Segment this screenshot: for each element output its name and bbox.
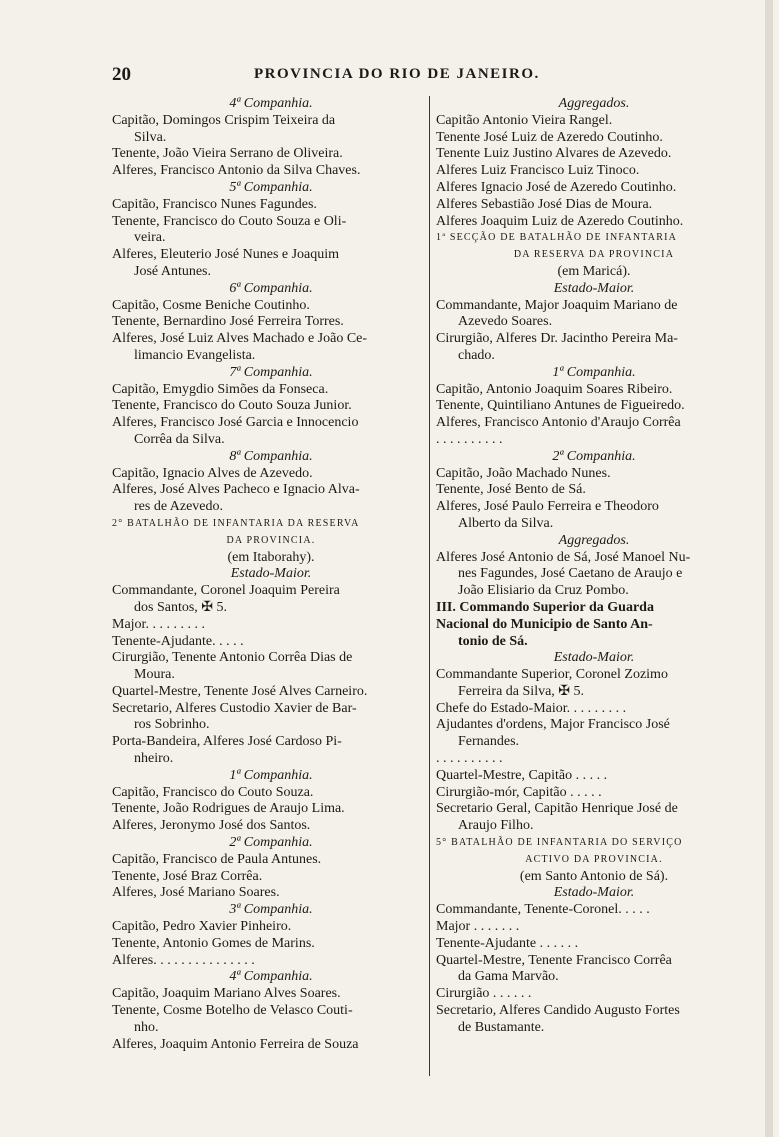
text-line: Azevedo Soares. [458,314,553,330]
text-line: Tenente, Francisco do Couto Souza Junior. [112,398,352,414]
text-line: Alferes, Francisco Antonio d'Araujo Corrêa [436,415,681,431]
text-line: Estado-Maior. [553,885,635,901]
text-line: Alferes, José Alves Pacheco e Ignacio Alva- [112,482,360,498]
text-line: Tenente, João Rodrigues de Araujo Lima. [112,801,345,817]
page-title: PROVINCIA DO RIO DE JANEIRO. [254,66,540,82]
text-line: 5ª Companhia. [229,179,313,195]
text-line: Alberto da Silva. [458,515,554,531]
text-line: Alferes Luiz Francisco Luiz Tinoco. [436,163,640,179]
text-line: DA PROVINCIA. [226,534,316,546]
text-line: ros Sobrinho. [134,717,210,733]
text-line: Estado-Maior. [230,566,312,582]
text-line: veira. [134,230,166,246]
text-line: Capitão, Pedro Xavier Pinheiro. [112,919,292,935]
text-line: . . . . . . . . . . [436,751,503,767]
text-line: Quartel-Mestre, Capitão . . . . . [436,767,608,783]
text-line: DA RESERVA DA PROVINCIA [513,249,675,261]
text-line: Estado-Maior. [553,650,635,666]
text-line: res de Azevedo. [134,499,224,515]
text-line: Alferes. . . . . . . . . . . . . . . [112,952,255,968]
text-line: Aggregados. [558,532,630,548]
text-line: Tenente-Ajudante . . . . . . [436,935,579,951]
text-line: Silva. [134,129,167,145]
text-line: Tenente, Quintiliano Antunes de Figueiredo. [436,398,685,414]
page-header [112,64,632,86]
text-line: III. Commando Superior da Guarda [436,599,654,615]
text-line: Alferes, Francisco José Garcia e Innocencio [112,415,359,431]
text-line: 1ª Companhia. [552,364,636,380]
text-line: Quartel-Mestre, Tenente José Alves Carneiro. [112,683,368,699]
text-line: Alferes, José Paulo Ferreira e Theodoro [436,499,659,515]
text-line: 4ª Companhia. [229,969,313,985]
text-line: Capitão, Antonio Joaquim Soares Ribeiro. [436,381,673,397]
text-line: limancio Evangelista. [134,347,256,363]
text-line: Tenente, Bernardino José Ferreira Torres. [112,314,344,330]
text-line: Capitão, João Machado Nunes. [436,465,611,481]
text-line: nho. [134,1019,159,1035]
text-line: tonio de Sá. [458,633,528,649]
text-line: Commandante, Coronel Joaquim Pereira [112,583,340,599]
text-line: Alferes José Antonio de Sá, José Manoel Nu- [436,549,691,565]
left-column [112,96,430,1053]
text-line: Tenente, José Braz Corrêa. [112,868,263,884]
text-line: 1ª Companhia. [229,767,313,783]
text-line: 4ª Companhia. [229,96,313,111]
text-line: Cirurgião . . . . . . [436,986,532,1002]
text-line: Tenente-Ajudante. . . . . [112,633,244,649]
text-line: Corrêa da Silva. [134,431,225,447]
text-line: Moura. [134,667,175,683]
text-line: nheiro. [134,751,174,767]
text-line: Secretario, Alferes Custodio Xavier de Bar- [112,700,357,716]
text-line: ACTIVO DA PROVINCIA. [525,853,663,865]
text-line: Secretario, Alferes Candido Augusto Fortes [436,1003,680,1019]
text-line: Aggregados. [558,96,630,111]
text-line: Tenente, Francisco do Couto Souza e Oli- [112,213,347,229]
text-line: Tenente, Antonio Gomes de Marins. [112,935,315,951]
text-line: (em Maricá). [557,263,631,279]
text-line: 2° BATALHÃO DE INFANTARIA DA RESERVA [112,517,360,529]
text-line: Alferes, Francisco Antonio da Silva Chaves. [112,163,361,179]
text-line: José Antunes. [134,263,211,279]
text-line: 7ª Companhia. [229,364,313,380]
text-line: Capitão, Emygdio Simões da Fonseca. [112,381,329,397]
text-line: Alferes Joaquim Luiz de Azeredo Coutinho. [436,213,684,229]
text-line: Capitão, Francisco do Couto Souza. [112,784,314,800]
text-line: Estado-Maior. [553,280,635,296]
text-line: nes Fagundes, José Caetano de Araujo e [458,566,683,582]
text-line: Commandante Superior, Coronel Zozimo [436,667,668,683]
text-line: Cirurgião, Alferes Dr. Jacintho Pereira Ma- [436,331,678,347]
text-line: Quartel-Mestre, Tenente Francisco Corrêa [436,952,672,968]
text-line: 1ª SECÇÃO DE BATALHÃO DE INFANTARIA [436,232,678,244]
text-line: Alferes, Joaquim Antonio Ferreira de Souza [112,1036,359,1052]
text-line: (em Itaborahy). [227,549,315,565]
text-line: Capitão Antonio Vieira Rangel. [436,112,613,128]
text-line: Tenente José Luiz de Azeredo Coutinho. [436,129,663,145]
text-line: Alferes, Eleuterio José Nunes e Joaquim [112,247,340,263]
text-line: Cirurgião-mór, Capitão . . . . . [436,784,602,800]
page-number: 20 [112,64,131,85]
text-line: Capitão, Francisco de Paula Antunes. [112,851,322,867]
text-line: chado. [458,347,495,363]
text-line: 5° BATALHÃO DE INFANTARIA DO SERVIÇO [436,837,683,849]
text-line: Tenente, José Bento de Sá. [436,482,586,498]
text-line: 2ª Companhia. [229,835,313,851]
text-line: João Elisiario da Cruz Pombo. [458,583,629,599]
text-line: Nacional do Municipio de Santo An- [436,616,653,632]
text-line: Araujo Filho. [458,818,534,834]
text-line: Secretario Geral, Capitão Henrique José de [436,801,678,817]
text-line: Capitão, Francisco Nunes Fagundes. [112,196,317,212]
text-line: Commandante, Tenente-Coronel. . . . . [436,902,650,918]
text-line: Capitão, Cosme Beniche Coutinho. [112,297,310,313]
text-line: 3ª Companhia. [229,902,313,918]
page-edge-shadow [765,0,773,1137]
text-line: Alferes Sebastião José Dias de Moura. [436,196,653,212]
text-line: Cirurgião, Tenente Antonio Corrêa Dias de [112,650,353,666]
text-line: 2ª Companhia. [552,448,636,464]
text-line: Capitão, Domingos Crispim Teixeira da [112,112,336,128]
text-line: Tenente Luiz Justino Alvares de Azevedo. [436,146,672,162]
text-line: Ajudantes d'ordens, Major Francisco José [436,717,670,733]
text-line: 6ª Companhia. [229,280,313,296]
text-line: dos Santos, ✠ 5. [134,599,228,615]
right-column [436,96,752,1037]
text-line: . . . . . . . . . . [436,431,503,447]
text-line: Tenente, Cosme Botelho de Velasco Couti- [112,1003,353,1019]
text-line: Alferes, José Luiz Alves Machado e João Ce- [112,331,368,347]
text-line: Tenente, João Vieira Serrano de Oliveira. [112,146,343,162]
text-line: Major . . . . . . . [436,919,520,935]
text-line: Alferes, Jeronymo José dos Santos. [112,818,311,834]
text-line: Commandante, Major Joaquim Mariano de [436,297,678,313]
text-line: Fernandes. [458,734,520,750]
text-line: de Bustamante. [458,1019,545,1035]
text-line: Alferes Ignacio José de Azeredo Coutinho. [436,179,677,195]
text-line: Porta-Bandeira, Alferes José Cardoso Pi- [112,734,342,750]
text-line: Major. . . . . . . . . [112,616,205,632]
text-line: Chefe do Estado-Maior. . . . . . . . . [436,700,627,716]
text-line: Ferreira da Silva, ✠ 5. [458,683,585,699]
text-line: Capitão, Joaquim Mariano Alves Soares. [112,986,341,1002]
text-line: (em Santo Antonio de Sá). [519,868,669,884]
text-line: Alferes, José Mariano Soares. [112,885,280,901]
text-line: 8ª Companhia. [229,448,313,464]
text-line: da Gama Marvão. [458,969,559,985]
text-line: Capitão, Ignacio Alves de Azevedo. [112,465,313,481]
